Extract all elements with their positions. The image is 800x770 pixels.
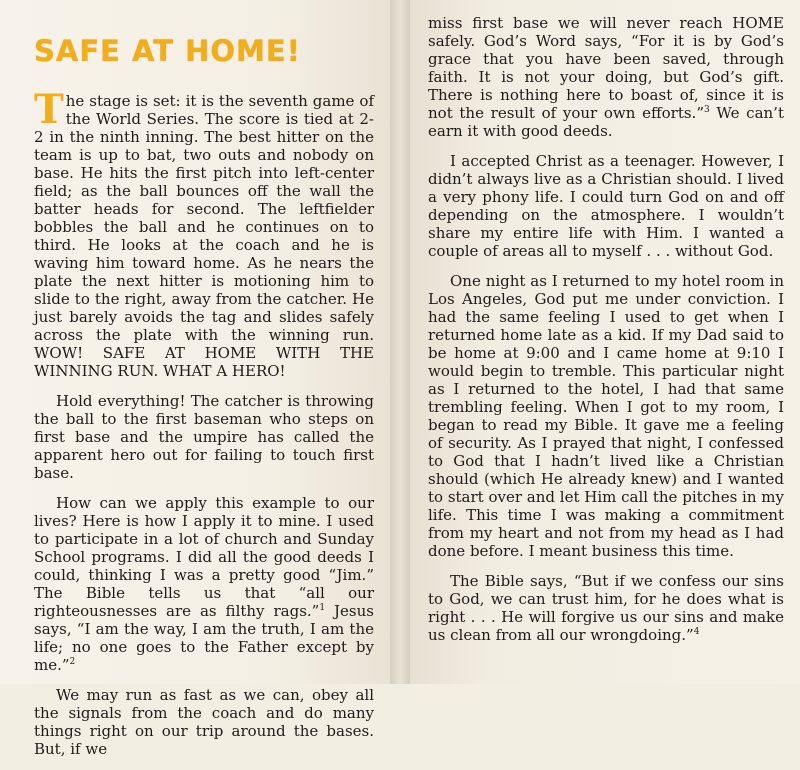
paragraph-miss-first-base — [428, 14, 784, 140]
right-column — [428, 0, 784, 656]
paragraph-hotel-room: One night as I returned to my hotel room in Los Angeles, God put me under conviction. I had the same feeling I used to get when I returned home late as a kid. If my Dad said to be home at 9:00 and I came home at 9:10 I would begin to tremble. This particular night as I returned to the hotel, I had that same trembling feeling. When I got to my room, I began to read my Bible. It gave me a feeling of security. As I prayed that night, I confessed to God that I hadn’t lived like a Christian should (which He already knew) and I wanted to start over and let Him call the pitches in my life. This time I was making a commitment from my heart and not from my head as I had done before. I meant business this time. — [428, 272, 784, 560]
left-column — [34, 0, 374, 770]
paragraph-apply-example — [34, 494, 374, 674]
paragraph-text: The Bible says, “But if we confess our sins to God, we can trust him, for he does what is right . . . He will forgive us our sins and make us clean from all our wrongdoing.” — [428, 572, 784, 644]
paragraph-world-series — [34, 86, 374, 380]
footnote-marker: 2 — [69, 657, 76, 667]
drop-cap: T — [34, 86, 64, 133]
paragraph-text: We can’t earn it with good deeds. — [428, 104, 784, 140]
paragraph-text: Jesus says, “I am the way, I am the truth, I am the life; no one goes to the Father except by me.” — [34, 602, 374, 674]
page-gutter — [390, 0, 410, 684]
paragraph-text: How can we apply this example to our lives? Here is how I apply it to mine. I used to participate in a lot of church and Sunday School programs. I did all the good deeds I could, thinking I was a pretty good “Jim.” The Bible tells us that “all our righteousnesses are as filthy rags.” — [34, 494, 374, 620]
paragraph-text: miss first base we will never reach HOME safely. God’s Word says, “For it is by God’s grace that you have been saved, through faith. It is not your doing, but God’s gift. There is nothing here to boast of, since it is not the result of your own efforts.” — [428, 14, 784, 122]
footnote-marker: 4 — [693, 627, 700, 637]
footnote-marker: 3 — [704, 105, 710, 115]
page-title: SAFE AT HOME! — [34, 34, 301, 68]
paragraph-accepted-christ: I accepted Christ as a teenager. However, I didn’t always live as a Christian should. I lived a very phony life. I could turn God on and off depending on the atmosphere. I wouldn’t share my entire life with Him. I wanted a couple of areas all to myself . . . without God. — [428, 152, 784, 260]
paragraph-hold-everything: Hold everything! The catcher is throwing the ball to the first baseman who steps on first base and the umpire has called the apparent hero out for failing to touch first base. — [34, 392, 374, 482]
footnote-marker: 1 — [319, 603, 326, 613]
paragraph-run-fast: We may run as fast as we can, obey all the signals from the coach and do many things right on our trip around the bases. But, if we — [34, 686, 374, 758]
paragraph-bible-says — [428, 572, 784, 644]
paragraph-text: he stage is set: it is the seventh game of the World Series. The score is tied at 2-2 in the ninth inning. The best hitter on the team is up to bat, two outs and nobody on base. He hits the first pitch into left-center field; as the ball bounces off the wall the batter heads for second. The leftfielder bobbles the ball and he continues on to third. He looks at the coach and he is waving him toward home. As he nears the plate the next hitter is motioning him to slide to the right, away from the catcher. He just barely avoids the tag and slides safely across the plate with the winning run. WOW! SAFE AT HOME WITH THE WINNING RUN. WHAT A HERO! — [34, 92, 374, 380]
